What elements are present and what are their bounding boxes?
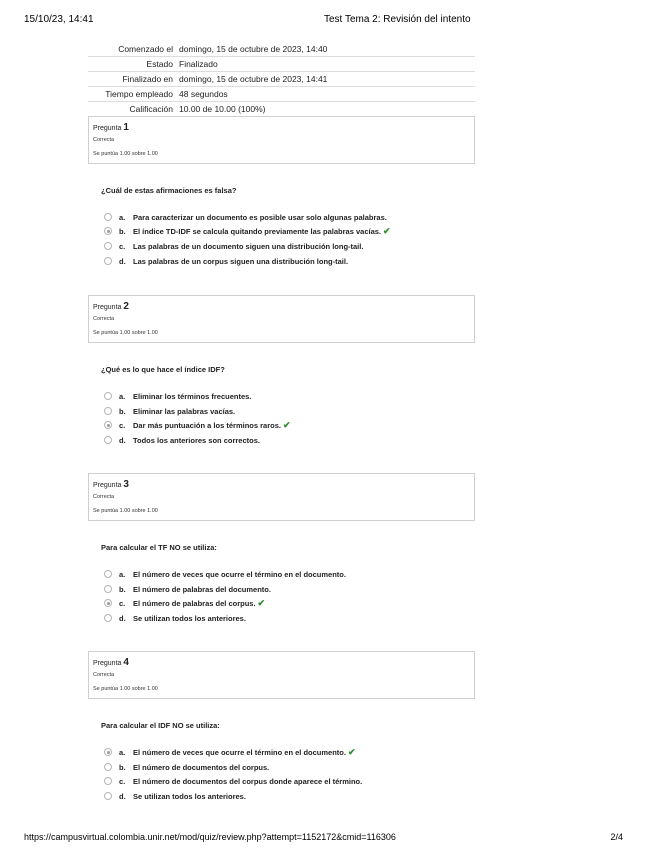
answer-text: Se utilizan todos los anteriores. — [133, 613, 246, 623]
summary-row — [88, 42, 475, 57]
footer-url: https://campusvirtual.colombia.unir.net/mod/quiz/review.php?attempt=1152172&cmid=116306 — [24, 832, 396, 842]
answer-option[interactable] — [104, 790, 246, 802]
summary-key: Finalizado en — [88, 72, 176, 87]
question-points: Se puntúa 1.00 sobre 1.00 — [93, 151, 158, 157]
question-status: Correcta — [93, 672, 115, 678]
question-text: ¿Qué es lo que hace el índice IDF? — [101, 365, 225, 374]
check-icon: ✔ — [282, 419, 291, 430]
radio-button[interactable] — [104, 585, 112, 593]
answer-option[interactable] — [104, 583, 271, 595]
question-info-box — [88, 116, 475, 164]
radio-button[interactable] — [104, 257, 112, 265]
radio-button[interactable] — [104, 242, 112, 250]
answer-letter: a. — [119, 391, 126, 401]
check-icon: ✔ — [257, 597, 266, 608]
radio-button[interactable] — [104, 436, 112, 444]
answer-text: El número de veces que ocurre el término en el documento. — [133, 747, 346, 757]
answer-letter: b. — [119, 584, 126, 594]
question-points: Se puntúa 1.00 sobre 1.00 — [93, 508, 158, 514]
summary-value: 48 segundos — [176, 87, 475, 102]
answer-option[interactable] — [104, 761, 269, 773]
question-label: Pregunta — [93, 304, 122, 311]
answer-option[interactable] — [104, 255, 348, 267]
answer-text: Todos los anteriores son correctos. — [133, 435, 260, 445]
page-title: Test Tema 2: Revisión del intento — [324, 14, 471, 25]
answer-option[interactable] — [104, 597, 265, 609]
answer-letter: c. — [119, 598, 126, 608]
answer-text: El número de documentos del corpus donde aparece el término. — [133, 776, 363, 786]
answer-text: Para caracterizar un documento es posible usar solo algunas palabras. — [133, 212, 387, 222]
answer-text: Las palabras de un corpus siguen una distribución long-tail. — [133, 256, 349, 266]
radio-button[interactable] — [104, 570, 112, 578]
answer-letter: b. — [119, 762, 126, 772]
answer-text: El número de veces que ocurre el término en el documento. — [133, 569, 346, 579]
answer-option[interactable] — [104, 419, 291, 431]
answer-option[interactable] — [104, 568, 346, 580]
answer-option[interactable] — [104, 746, 356, 758]
answer-option[interactable] — [104, 775, 362, 787]
question-info-box — [88, 651, 475, 699]
question-title — [93, 122, 129, 133]
attempt-summary-table — [88, 42, 475, 116]
answer-letter: a. — [119, 569, 126, 579]
answer-letter: b. — [119, 406, 126, 416]
answer-option[interactable] — [104, 434, 260, 446]
question-info-box — [88, 473, 475, 521]
question-title — [93, 479, 129, 490]
question-number: 3 — [123, 479, 129, 490]
question-points: Se puntúa 1.00 sobre 1.00 — [93, 686, 158, 692]
radio-button[interactable] — [104, 213, 112, 221]
question-text: Para calcular el IDF NO se utiliza: — [101, 721, 220, 730]
summary-value: domingo, 15 de octubre de 2023, 14:41 — [176, 72, 475, 87]
radio-button[interactable] — [104, 392, 112, 400]
radio-button[interactable] — [104, 777, 112, 785]
question-text: ¿Cuál de estas afirmaciones es falsa? — [101, 186, 237, 195]
question-status: Correcta — [93, 494, 115, 500]
summary-row — [88, 57, 475, 72]
summary-key: Tiempo empleado — [88, 87, 176, 102]
radio-button[interactable] — [104, 763, 112, 771]
answer-text: Eliminar los términos frecuentes. — [133, 391, 252, 401]
summary-key: Comenzado el — [118, 44, 173, 54]
answer-text: Las palabras de un documento siguen una distribución long-tail. — [133, 241, 364, 251]
radio-button[interactable] — [104, 792, 112, 800]
answer-text: Eliminar las palabras vacías. — [133, 406, 236, 416]
print-date: 15/10/23, 14:41 — [24, 14, 94, 25]
answer-letter: c. — [119, 241, 126, 251]
radio-button-selected[interactable] — [104, 227, 112, 235]
summary-row — [88, 72, 475, 87]
summary-value: 10.00 de 10.00 (100%) — [176, 102, 475, 117]
summary-row — [88, 102, 475, 117]
question-title — [93, 301, 129, 312]
radio-button-selected[interactable] — [104, 748, 112, 756]
answer-text: El número de palabras del documento. — [133, 584, 271, 594]
radio-button[interactable] — [104, 407, 112, 415]
summary-value: domingo, 15 de octubre de 2023, 14:40 — [179, 44, 328, 54]
question-title — [93, 657, 129, 668]
question-status: Correcta — [93, 316, 115, 322]
radio-button-selected[interactable] — [104, 599, 112, 607]
answer-letter: d. — [119, 256, 126, 266]
question-number: 1 — [123, 122, 129, 133]
answer-letter: d. — [119, 613, 126, 623]
question-status: Correcta — [93, 137, 115, 143]
answer-option[interactable] — [104, 390, 251, 402]
answer-letter: a. — [119, 747, 126, 757]
question-label: Pregunta — [93, 660, 122, 667]
radio-button-selected[interactable] — [104, 421, 112, 429]
radio-button[interactable] — [104, 614, 112, 622]
check-icon: ✔ — [383, 225, 391, 236]
question-text: Para calcular el TF NO se utiliza: — [101, 543, 217, 552]
answer-text: El número de palabras del corpus. — [133, 598, 256, 608]
question-info-box — [88, 295, 475, 343]
answer-letter: d. — [119, 791, 126, 801]
answer-option[interactable] — [104, 612, 246, 624]
answer-option[interactable] — [104, 225, 391, 237]
answer-text: Se utilizan todos los anteriores. — [133, 791, 246, 801]
answer-option[interactable] — [104, 211, 387, 223]
answer-text: El número de documentos del corpus. — [133, 762, 270, 772]
question-points: Se puntúa 1.00 sobre 1.00 — [93, 330, 158, 336]
answer-option[interactable] — [104, 240, 363, 252]
question-number: 4 — [123, 657, 129, 668]
summary-key: Calificación — [88, 102, 176, 117]
answer-letter: b. — [119, 226, 126, 236]
answer-letter: c. — [119, 420, 126, 430]
question-label: Pregunta — [93, 125, 122, 132]
summary-key: Estado — [88, 57, 176, 72]
question-number: 2 — [123, 301, 129, 312]
summary-row — [88, 87, 475, 102]
answer-letter: d. — [119, 435, 126, 445]
question-label: Pregunta — [93, 482, 122, 489]
answer-option[interactable] — [104, 405, 235, 417]
answer-text: Dar más puntuación a los términos raros. — [133, 420, 281, 430]
answer-text: El índice TD-IDF se calcula quitando previamente las palabras vacías. — [133, 226, 382, 236]
check-icon: ✔ — [347, 746, 356, 757]
summary-value: Finalizado — [176, 57, 475, 72]
answer-letter: a. — [119, 212, 126, 222]
page-number: 2/4 — [610, 832, 623, 842]
answer-letter: c. — [119, 776, 126, 786]
